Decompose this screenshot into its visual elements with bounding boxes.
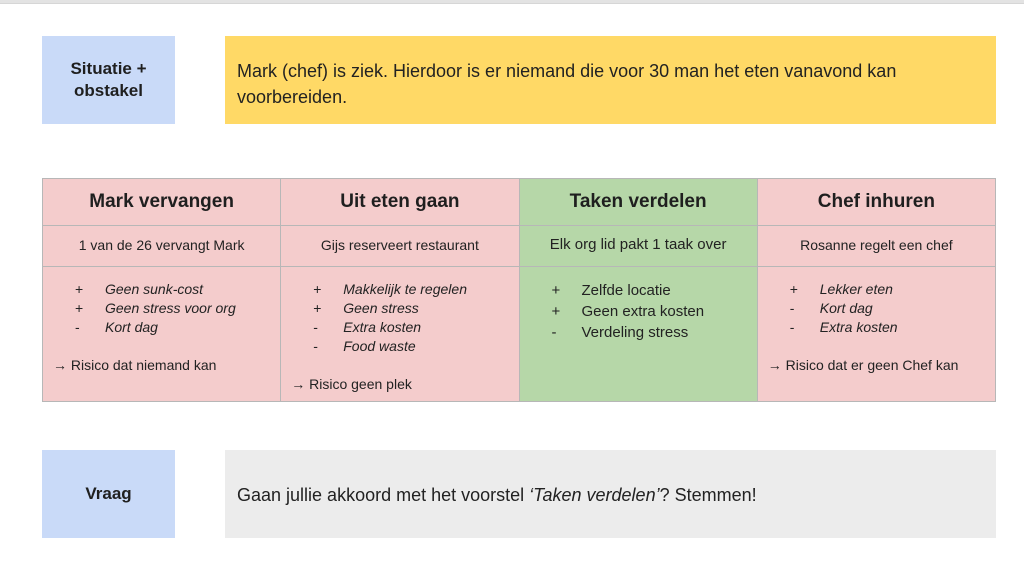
pro-con-text: Geen sunk-cost: [105, 281, 204, 297]
plus-sign: +: [551, 282, 561, 299]
situatie-label: Situatie + obstakel: [42, 36, 175, 124]
plus-sign: +: [313, 281, 322, 297]
list-item: [291, 318, 508, 337]
risk-text: → Risico dat er geen Chef kan: [767, 357, 959, 373]
option-subtitle: Rosanne regelt een chef: [800, 237, 953, 253]
option-subtitle: Gijs reserveert restaurant: [320, 237, 479, 253]
plus-sign: +: [75, 300, 84, 316]
plus-sign: +: [313, 300, 322, 316]
pro-con-text: Food waste: [343, 338, 416, 354]
option-cell: [43, 226, 281, 267]
option-title-chef-inhuren: Chef inhuren: [817, 191, 935, 212]
option-cell: [757, 226, 995, 267]
list-item: [291, 337, 508, 356]
list-item: [530, 280, 747, 301]
pro-con-text: Kort dag: [105, 319, 158, 335]
vraag-label: Vraag: [42, 450, 175, 538]
situatie-text: Mark (chef) is ziek. Hierdoor is er niemand die voor 30 man het eten vanavond kan voorbereiden.: [225, 36, 996, 124]
option-title-mark-vervangen: Mark vervangen: [89, 191, 234, 212]
vraag-text: [225, 450, 996, 538]
list-item: [530, 322, 747, 343]
list-item: [530, 301, 747, 322]
pro-con-text: Zelfde locatie: [581, 282, 671, 299]
pro-con-text: Geen stress: [343, 300, 419, 316]
pro-con-text: Extra kosten: [343, 319, 422, 335]
option-cell: [519, 179, 757, 226]
list-item: [291, 299, 508, 318]
option-title-taken-verdelen: Taken verdelen: [569, 191, 707, 212]
pro-con-text: Verdeling stress: [581, 324, 689, 341]
pro-con-text: Geen extra kosten: [581, 303, 705, 320]
option-subtitle: 1 van de 26 vervangt Mark: [78, 237, 245, 253]
vraag-text-after: ? Stemmen!: [659, 485, 757, 505]
plus-sign: +: [789, 281, 798, 297]
option-details: [758, 267, 995, 401]
option-cell: [519, 226, 757, 267]
option-cell: [281, 226, 519, 267]
option-cell: [757, 179, 995, 226]
options-subtitle-row: [43, 226, 996, 267]
option-cell: [281, 179, 519, 226]
options-body-row: [43, 267, 996, 402]
plus-sign: +: [75, 281, 84, 297]
options-table: [42, 178, 996, 402]
option-cell: [43, 267, 281, 402]
pro-con-text: Extra kosten: [819, 319, 898, 335]
minus-sign: -: [789, 319, 795, 335]
pro-con-text: Geen stress voor org: [105, 300, 236, 316]
list-item: [53, 318, 270, 337]
list-item: [768, 280, 985, 299]
option-details: [43, 267, 280, 401]
pro-con-text: Kort dag: [819, 300, 873, 316]
list-item: [768, 318, 985, 337]
risk-text: → Risico dat niemand kan: [53, 357, 217, 373]
option-details: [520, 267, 757, 401]
minus-sign: -: [313, 338, 318, 354]
pro-con-text: Makkelijk te regelen: [343, 281, 467, 297]
option-subtitle: Elk org lid pakt 1 taak over: [549, 236, 727, 253]
minus-sign: -: [789, 300, 795, 316]
plus-sign: +: [551, 303, 561, 320]
option-cell: [757, 267, 995, 402]
minus-sign: -: [551, 324, 557, 341]
top-divider: [0, 0, 1024, 4]
list-item: [768, 299, 985, 318]
option-title-uit-eten-gaan: Uit eten gaan: [340, 191, 460, 212]
minus-sign: -: [313, 319, 318, 335]
option-cell: [281, 267, 519, 402]
list-item: [53, 280, 270, 299]
option-details: [281, 267, 518, 401]
option-cell: [519, 267, 757, 402]
risk-text: → Risico geen plek: [291, 376, 412, 392]
vraag-text-before: Gaan jullie akkoord met het voorstel: [237, 485, 530, 505]
pro-con-text: Lekker eten: [819, 281, 893, 297]
list-item: [291, 280, 508, 299]
list-item: [53, 299, 270, 318]
vraag-proposal: ‘Taken verdelen’: [529, 485, 660, 505]
options-title-row: [43, 179, 996, 226]
option-cell: [43, 179, 281, 226]
minus-sign: -: [75, 319, 80, 335]
